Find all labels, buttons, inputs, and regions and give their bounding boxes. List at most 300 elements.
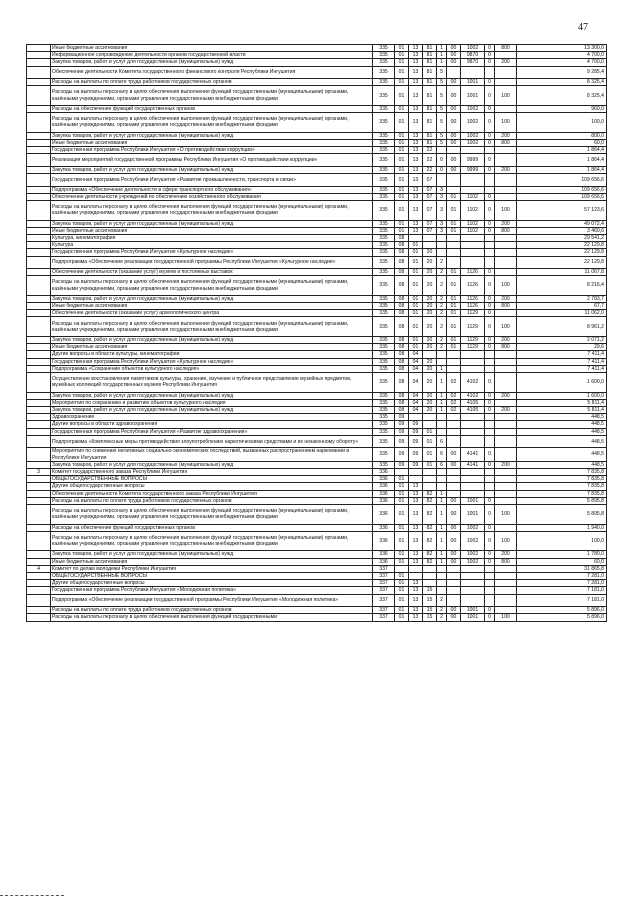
table-row — [27, 45, 607, 52]
row-index-cell — [27, 220, 51, 227]
row-index-cell — [27, 310, 51, 317]
expense-type-code-cell: 100 — [495, 531, 517, 551]
section-code-cell: 01 — [395, 580, 409, 587]
row-name-cell: Расходы на выплаты по оплате труда работников государственных органов — [51, 79, 373, 86]
subsection-code-cell: 01 — [409, 249, 423, 256]
expense-code-cell: 1002 — [461, 524, 485, 531]
sub-code-cell — [485, 147, 495, 154]
sub-code-cell — [485, 365, 495, 372]
subprogram-code-cell — [437, 565, 447, 572]
expense-type-code-cell — [495, 587, 517, 594]
sub-code-cell — [485, 358, 495, 365]
program-code-cell: 22 — [423, 166, 437, 173]
section-code-cell: 08 — [395, 317, 409, 337]
direction-code-cell — [447, 476, 461, 483]
row-name-cell: Закупка товаров, работ и услуг для государственных (муниципальных) нужд — [51, 59, 373, 66]
expense-type-code-cell: 200 — [495, 220, 517, 227]
subprogram-code-cell: 3 — [437, 227, 447, 234]
ministry-code-cell: 335 — [373, 358, 395, 365]
section-code-cell: 09 — [395, 435, 409, 448]
direction-code-cell — [447, 256, 461, 269]
amount-cell: 29 541,2 — [517, 234, 607, 241]
sub-code-cell: 0 — [485, 497, 495, 504]
program-code-cell: 20 — [423, 249, 437, 256]
expense-code-cell: 1001 — [461, 86, 485, 106]
table-row — [27, 147, 607, 154]
expense-type-code-cell — [495, 256, 517, 269]
expense-code-cell — [461, 421, 485, 428]
amount-cell: 11 067,8 — [517, 269, 607, 276]
expense-type-code-cell — [495, 310, 517, 317]
row-index-cell — [27, 490, 51, 497]
table-row — [27, 234, 607, 241]
direction-code-cell — [447, 174, 461, 187]
expense-type-code-cell — [495, 269, 517, 276]
ministry-code-cell: 335 — [373, 139, 395, 146]
row-index-cell — [27, 139, 51, 146]
program-code-cell: 01 — [423, 435, 437, 448]
sub-code-cell: 0 — [485, 295, 495, 302]
expense-code-cell: 9870 — [461, 59, 485, 66]
subsection-code-cell: 04 — [409, 358, 423, 365]
row-name-cell: ОБЩЕГОСУДАРСТВЕННЫЕ ВОПРОСЫ — [51, 572, 373, 579]
row-index-cell — [27, 105, 51, 112]
expense-type-code-cell — [495, 358, 517, 365]
amount-cell: 7 281,0 — [517, 572, 607, 579]
subprogram-code-cell: 1 — [437, 551, 447, 558]
subsection-code-cell: 09 — [409, 461, 423, 468]
table-row — [27, 186, 607, 193]
expense-type-code-cell — [495, 414, 517, 421]
expense-code-cell — [461, 572, 485, 579]
amount-cell: 448,5 — [517, 421, 607, 428]
ministry-code-cell: 337 — [373, 614, 395, 621]
row-index-cell — [27, 269, 51, 276]
subsection-code-cell: 01 — [409, 276, 423, 296]
sub-code-cell — [485, 174, 495, 187]
program-code-cell: 81 — [423, 139, 437, 146]
expense-type-code-cell — [495, 497, 517, 504]
direction-code-cell — [447, 358, 461, 365]
program-code-cell: 01 — [423, 461, 437, 468]
ministry-code-cell: 335 — [373, 200, 395, 220]
direction-code-cell: 01 — [447, 276, 461, 296]
direction-code-cell: 01 — [447, 269, 461, 276]
subprogram-code-cell: 5 — [437, 139, 447, 146]
section-code-cell: 01 — [395, 227, 409, 234]
ministry-code-cell: 336 — [373, 468, 395, 475]
program-code-cell — [423, 414, 437, 421]
row-index-cell — [27, 256, 51, 269]
ministry-code-cell: 335 — [373, 351, 395, 358]
amount-cell: 7 835,8 — [517, 468, 607, 475]
ministry-code-cell: 335 — [373, 448, 395, 461]
table-row — [27, 461, 607, 468]
program-code-cell: 81 — [423, 45, 437, 52]
section-code-cell: 08 — [395, 256, 409, 269]
table-row — [27, 399, 607, 406]
row-index-cell — [27, 154, 51, 167]
row-name-cell: Иные бюджетные ассигнования — [51, 227, 373, 234]
table-row — [27, 113, 607, 133]
table-row — [27, 392, 607, 399]
ministry-code-cell: 335 — [373, 113, 395, 133]
subprogram-code-cell: 1 — [437, 407, 447, 414]
section-code-cell: 08 — [395, 276, 409, 296]
direction-code-cell: 01 — [447, 337, 461, 344]
section-code-cell: 01 — [395, 490, 409, 497]
subsection-code-cell: 13 — [409, 45, 423, 52]
subprogram-code-cell — [437, 414, 447, 421]
table-row — [27, 256, 607, 269]
subprogram-code-cell: 1 — [437, 59, 447, 66]
table-row — [27, 317, 607, 337]
sub-code-cell: 0 — [485, 269, 495, 276]
row-index-cell — [27, 504, 51, 524]
sub-code-cell: 0 — [485, 392, 495, 399]
section-code-cell: 08 — [395, 310, 409, 317]
amount-cell: 2 071,2 — [517, 337, 607, 344]
table-row — [27, 504, 607, 524]
row-index-cell — [27, 147, 51, 154]
ministry-code-cell: 335 — [373, 303, 395, 310]
amount-cell: 5 811,4 — [517, 399, 607, 406]
program-code-cell: 81 — [423, 105, 437, 112]
subsection-code-cell — [409, 468, 423, 475]
direction-code-cell: 00 — [447, 504, 461, 524]
section-code-cell: 01 — [395, 105, 409, 112]
row-index-cell — [27, 186, 51, 193]
section-code-cell: 01 — [395, 52, 409, 59]
expense-type-code-cell — [495, 365, 517, 372]
section-code-cell: 08 — [395, 358, 409, 365]
row-index-cell — [27, 428, 51, 435]
ministry-code-cell: 337 — [373, 607, 395, 614]
section-code-cell: 01 — [395, 504, 409, 524]
program-code-cell: 20 — [423, 276, 437, 296]
section-code-cell: 09 — [395, 421, 409, 428]
sub-code-cell — [485, 414, 495, 421]
program-code-cell: 15 — [423, 587, 437, 594]
table-row — [27, 79, 607, 86]
amount-cell: 7 411,4 — [517, 351, 607, 358]
amount-cell: 22 129,8 — [517, 249, 607, 256]
direction-code-cell — [447, 186, 461, 193]
sub-code-cell: 0 — [485, 132, 495, 139]
subprogram-code-cell: 3 — [437, 186, 447, 193]
row-index-cell — [27, 531, 51, 551]
subsection-code-cell: 04 — [409, 351, 423, 358]
table-row — [27, 524, 607, 531]
program-code-cell: 15 — [423, 607, 437, 614]
section-code-cell — [395, 468, 409, 475]
ministry-code-cell: 335 — [373, 227, 395, 234]
row-name-cell: Закупка товаров, работ и услуг для государственных (муниципальных) нужд — [51, 337, 373, 344]
ministry-code-cell: 335 — [373, 59, 395, 66]
table-row — [27, 269, 607, 276]
expense-code-cell — [461, 147, 485, 154]
expense-type-code-cell — [495, 476, 517, 483]
row-name-cell: Закупка товаров, работ и услуг для государственных (муниципальных) нужд — [51, 220, 373, 227]
table-row — [27, 249, 607, 256]
program-code-cell: 22 — [423, 154, 437, 167]
direction-code-cell: 00 — [447, 113, 461, 133]
section-code-cell: 01 — [395, 531, 409, 551]
row-name-cell: Расходы на обеспечение функций государственных органов — [51, 105, 373, 112]
expense-type-code-cell: 200 — [495, 166, 517, 173]
sub-code-cell — [485, 594, 495, 607]
table-row — [27, 200, 607, 220]
ministry-code-cell: 335 — [373, 428, 395, 435]
subsection-code-cell: 01 — [409, 310, 423, 317]
expense-type-code-cell — [495, 580, 517, 587]
amount-cell: 7 835,8 — [517, 483, 607, 490]
sub-code-cell — [485, 234, 495, 241]
table-row — [27, 483, 607, 490]
ministry-code-cell: 336 — [373, 524, 395, 531]
section-code-cell: 01 — [395, 147, 409, 154]
expense-type-code-cell — [495, 154, 517, 167]
amount-cell: 2 783,7 — [517, 295, 607, 302]
row-name-cell: Подпрограмма «Сохранение объектов культурного наследия» — [51, 365, 373, 372]
expense-code-cell — [461, 234, 485, 241]
subsection-code-cell: 13 — [409, 132, 423, 139]
amount-cell: 7 835,8 — [517, 476, 607, 483]
subprogram-code-cell: 1 — [437, 531, 447, 551]
section-code-cell: 01 — [395, 524, 409, 531]
subprogram-code-cell — [437, 483, 447, 490]
sub-code-cell — [485, 66, 495, 79]
expense-type-code-cell: 200 — [495, 59, 517, 66]
program-code-cell: 82 — [423, 490, 437, 497]
sub-code-cell: 0 — [485, 45, 495, 52]
expense-code-cell: 1001 — [461, 497, 485, 504]
program-code-cell — [423, 234, 437, 241]
row-index-cell — [27, 365, 51, 372]
amount-cell: 5 896,0 — [517, 614, 607, 621]
expense-type-code-cell — [495, 351, 517, 358]
program-code-cell: 81 — [423, 113, 437, 133]
expense-code-cell: 1002 — [461, 531, 485, 551]
expense-type-code-cell: 100 — [495, 276, 517, 296]
direction-code-cell: 00 — [447, 461, 461, 468]
subsection-code-cell: 13 — [409, 497, 423, 504]
sub-code-cell: 0 — [485, 59, 495, 66]
ministry-code-cell: 337 — [373, 580, 395, 587]
subprogram-code-cell — [437, 242, 447, 249]
subsection-code-cell: 01 — [409, 303, 423, 310]
row-name-cell: Здравоохранение — [51, 414, 373, 421]
sub-code-cell: 0 — [485, 524, 495, 531]
amount-cell: 448,5 — [517, 448, 607, 461]
ministry-code-cell: 336 — [373, 531, 395, 551]
subsection-code-cell — [409, 565, 423, 572]
table-row — [27, 594, 607, 607]
row-index-cell — [27, 66, 51, 79]
table-row — [27, 242, 607, 249]
sub-code-cell: 0 — [485, 407, 495, 414]
expense-code-cell — [461, 428, 485, 435]
expense-code-cell — [461, 468, 485, 475]
amount-cell: 4 700,0 — [517, 52, 607, 59]
direction-code-cell: 02 — [447, 392, 461, 399]
section-code-cell: 01 — [395, 154, 409, 167]
expense-type-code-cell: 200 — [495, 551, 517, 558]
ministry-code-cell: 337 — [373, 565, 395, 572]
expense-type-code-cell — [495, 594, 517, 607]
expense-code-cell: 4102 — [461, 392, 485, 399]
row-name-cell: Другие вопросы в области здравоохранения — [51, 421, 373, 428]
subprogram-code-cell: 2 — [437, 344, 447, 351]
direction-code-cell: 01 — [447, 303, 461, 310]
expense-type-code-cell: 100 — [495, 113, 517, 133]
expense-code-cell: 4141 — [461, 461, 485, 468]
expense-type-code-cell: 800 — [495, 227, 517, 234]
expense-code-cell: 1002 — [461, 105, 485, 112]
row-name-cell: Государственная программа Республики Ингушетия «Развитие здравоохранения» — [51, 428, 373, 435]
subsection-code-cell: 09 — [409, 435, 423, 448]
direction-code-cell — [447, 365, 461, 372]
amount-cell: 31 865,8 — [517, 565, 607, 572]
expense-code-cell: 1002 — [461, 113, 485, 133]
table-row — [27, 154, 607, 167]
expense-code-cell — [461, 414, 485, 421]
section-code-cell: 01 — [395, 59, 409, 66]
direction-code-cell: 00 — [447, 607, 461, 614]
sub-code-cell: 0 — [485, 531, 495, 551]
expense-code-cell: 1126 — [461, 269, 485, 276]
section-code-cell: 01 — [395, 86, 409, 106]
ministry-code-cell: 336 — [373, 490, 395, 497]
table-row — [27, 365, 607, 372]
section-code-cell: 01 — [395, 551, 409, 558]
table-row — [27, 86, 607, 106]
program-code-cell: 81 — [423, 86, 437, 106]
table-row — [27, 220, 607, 227]
subprogram-code-cell — [437, 351, 447, 358]
expense-type-code-cell — [495, 105, 517, 112]
ministry-code-cell: 335 — [373, 269, 395, 276]
direction-code-cell: 00 — [447, 132, 461, 139]
expense-type-code-cell — [495, 468, 517, 475]
expense-code-cell: 1126 — [461, 295, 485, 302]
expense-type-code-cell: 800 — [495, 139, 517, 146]
expense-type-code-cell — [495, 193, 517, 200]
amount-cell: 100,0 — [517, 531, 607, 551]
row-name-cell: Расходы на обеспечение функций государственных органов — [51, 524, 373, 531]
row-name-cell: Подпрограмма «Обеспечение реализации государственной программы Республики Ингушетия «Молодежная политика» — [51, 594, 373, 607]
row-index-cell — [27, 551, 51, 558]
row-name-cell: Подпрограмма «Обеспечение деятельности в сфере транспортного обслуживания» — [51, 186, 373, 193]
table-row — [27, 337, 607, 344]
program-code-cell: 20 — [423, 399, 437, 406]
row-index-cell — [27, 594, 51, 607]
ministry-code-cell: 335 — [373, 461, 395, 468]
expense-code-cell: 1102 — [461, 200, 485, 220]
direction-code-cell — [447, 580, 461, 587]
subsection-code-cell: 13 — [409, 483, 423, 490]
program-code-cell: 82 — [423, 558, 437, 565]
row-name-cell: Обеспечение деятельности (оказание услуг) музеев и постоянных выставок — [51, 269, 373, 276]
sub-code-cell: 0 — [485, 461, 495, 468]
table-row — [27, 448, 607, 461]
table-row — [27, 276, 607, 296]
direction-code-cell: 00 — [447, 86, 461, 106]
sub-code-cell — [485, 421, 495, 428]
ministry-code-cell: 335 — [373, 421, 395, 428]
subprogram-code-cell — [437, 249, 447, 256]
subsection-code-cell: 04 — [409, 365, 423, 372]
sub-code-cell: 0 — [485, 200, 495, 220]
section-code-cell — [395, 565, 409, 572]
direction-code-cell — [447, 483, 461, 490]
amount-cell: 1 940,0 — [517, 524, 607, 531]
program-code-cell: 82 — [423, 504, 437, 524]
row-name-cell: Мероприятия по сохранению и развитию объектов культурного наследия — [51, 399, 373, 406]
section-code-cell: 01 — [395, 572, 409, 579]
expense-code-cell — [461, 365, 485, 372]
row-name-cell: Другие вопросы в области культуры, кинематографии — [51, 351, 373, 358]
row-index-cell — [27, 407, 51, 414]
subprogram-code-cell: 5 — [437, 86, 447, 106]
subsection-code-cell: 13 — [409, 186, 423, 193]
subsection-code-cell: 01 — [409, 317, 423, 337]
expense-type-code-cell — [495, 147, 517, 154]
table-row — [27, 565, 607, 572]
subprogram-code-cell: 3 — [437, 220, 447, 227]
section-code-cell: 09 — [395, 414, 409, 421]
expense-type-code-cell: 100 — [495, 200, 517, 220]
row-name-cell: Расходы на выплаты персоналу в целях обеспечения выполнения функций государственными — [51, 614, 373, 621]
sub-code-cell: 0 — [485, 79, 495, 86]
subsection-code-cell: 01 — [409, 344, 423, 351]
expense-type-code-cell — [495, 399, 517, 406]
row-index-cell — [27, 587, 51, 594]
expense-type-code-cell — [495, 524, 517, 531]
row-index-cell — [27, 193, 51, 200]
subprogram-code-cell: 1 — [437, 392, 447, 399]
direction-code-cell: 00 — [447, 154, 461, 167]
row-index-cell — [27, 358, 51, 365]
ministry-code-cell: 335 — [373, 344, 395, 351]
amount-cell: 57 123,6 — [517, 200, 607, 220]
subprogram-code-cell: 5 — [437, 105, 447, 112]
row-index-cell — [27, 174, 51, 187]
expense-code-cell: 4141 — [461, 448, 485, 461]
subprogram-code-cell: 2 — [437, 607, 447, 614]
table-row — [27, 497, 607, 504]
amount-cell: 109 656,6 — [517, 193, 607, 200]
amount-cell: 29,6 — [517, 344, 607, 351]
row-name-cell: Закупка товаров, работ и услуг для государственных (муниципальных) нужд — [51, 461, 373, 468]
row-index-cell — [27, 113, 51, 133]
subsection-code-cell: 13 — [409, 614, 423, 621]
direction-code-cell: 00 — [447, 558, 461, 565]
row-index-cell — [27, 497, 51, 504]
ministry-code-cell: 335 — [373, 147, 395, 154]
sub-code-cell — [485, 435, 495, 448]
row-name-cell: Иные бюджетные ассигнования — [51, 303, 373, 310]
sub-code-cell: 0 — [485, 86, 495, 106]
expense-type-code-cell: 800 — [495, 558, 517, 565]
subsection-code-cell: 13 — [409, 52, 423, 59]
row-name-cell: Расходы на выплаты персоналу в целях обеспечения выполнения функций государственными (муниципальными) органами, казёнными учреждениями, органами управления государственными внебюджетными фондами — [51, 86, 373, 106]
direction-code-cell: 00 — [447, 614, 461, 621]
row-name-cell: Подпрограмма «Обеспечение реализации государственной программы Республики Ингушетия «Культурное наследие» — [51, 256, 373, 269]
row-index-cell — [27, 234, 51, 241]
row-name-cell: Закупка товаров, работ и услуг для государственных (муниципальных) нужд — [51, 551, 373, 558]
ministry-code-cell: 336 — [373, 558, 395, 565]
